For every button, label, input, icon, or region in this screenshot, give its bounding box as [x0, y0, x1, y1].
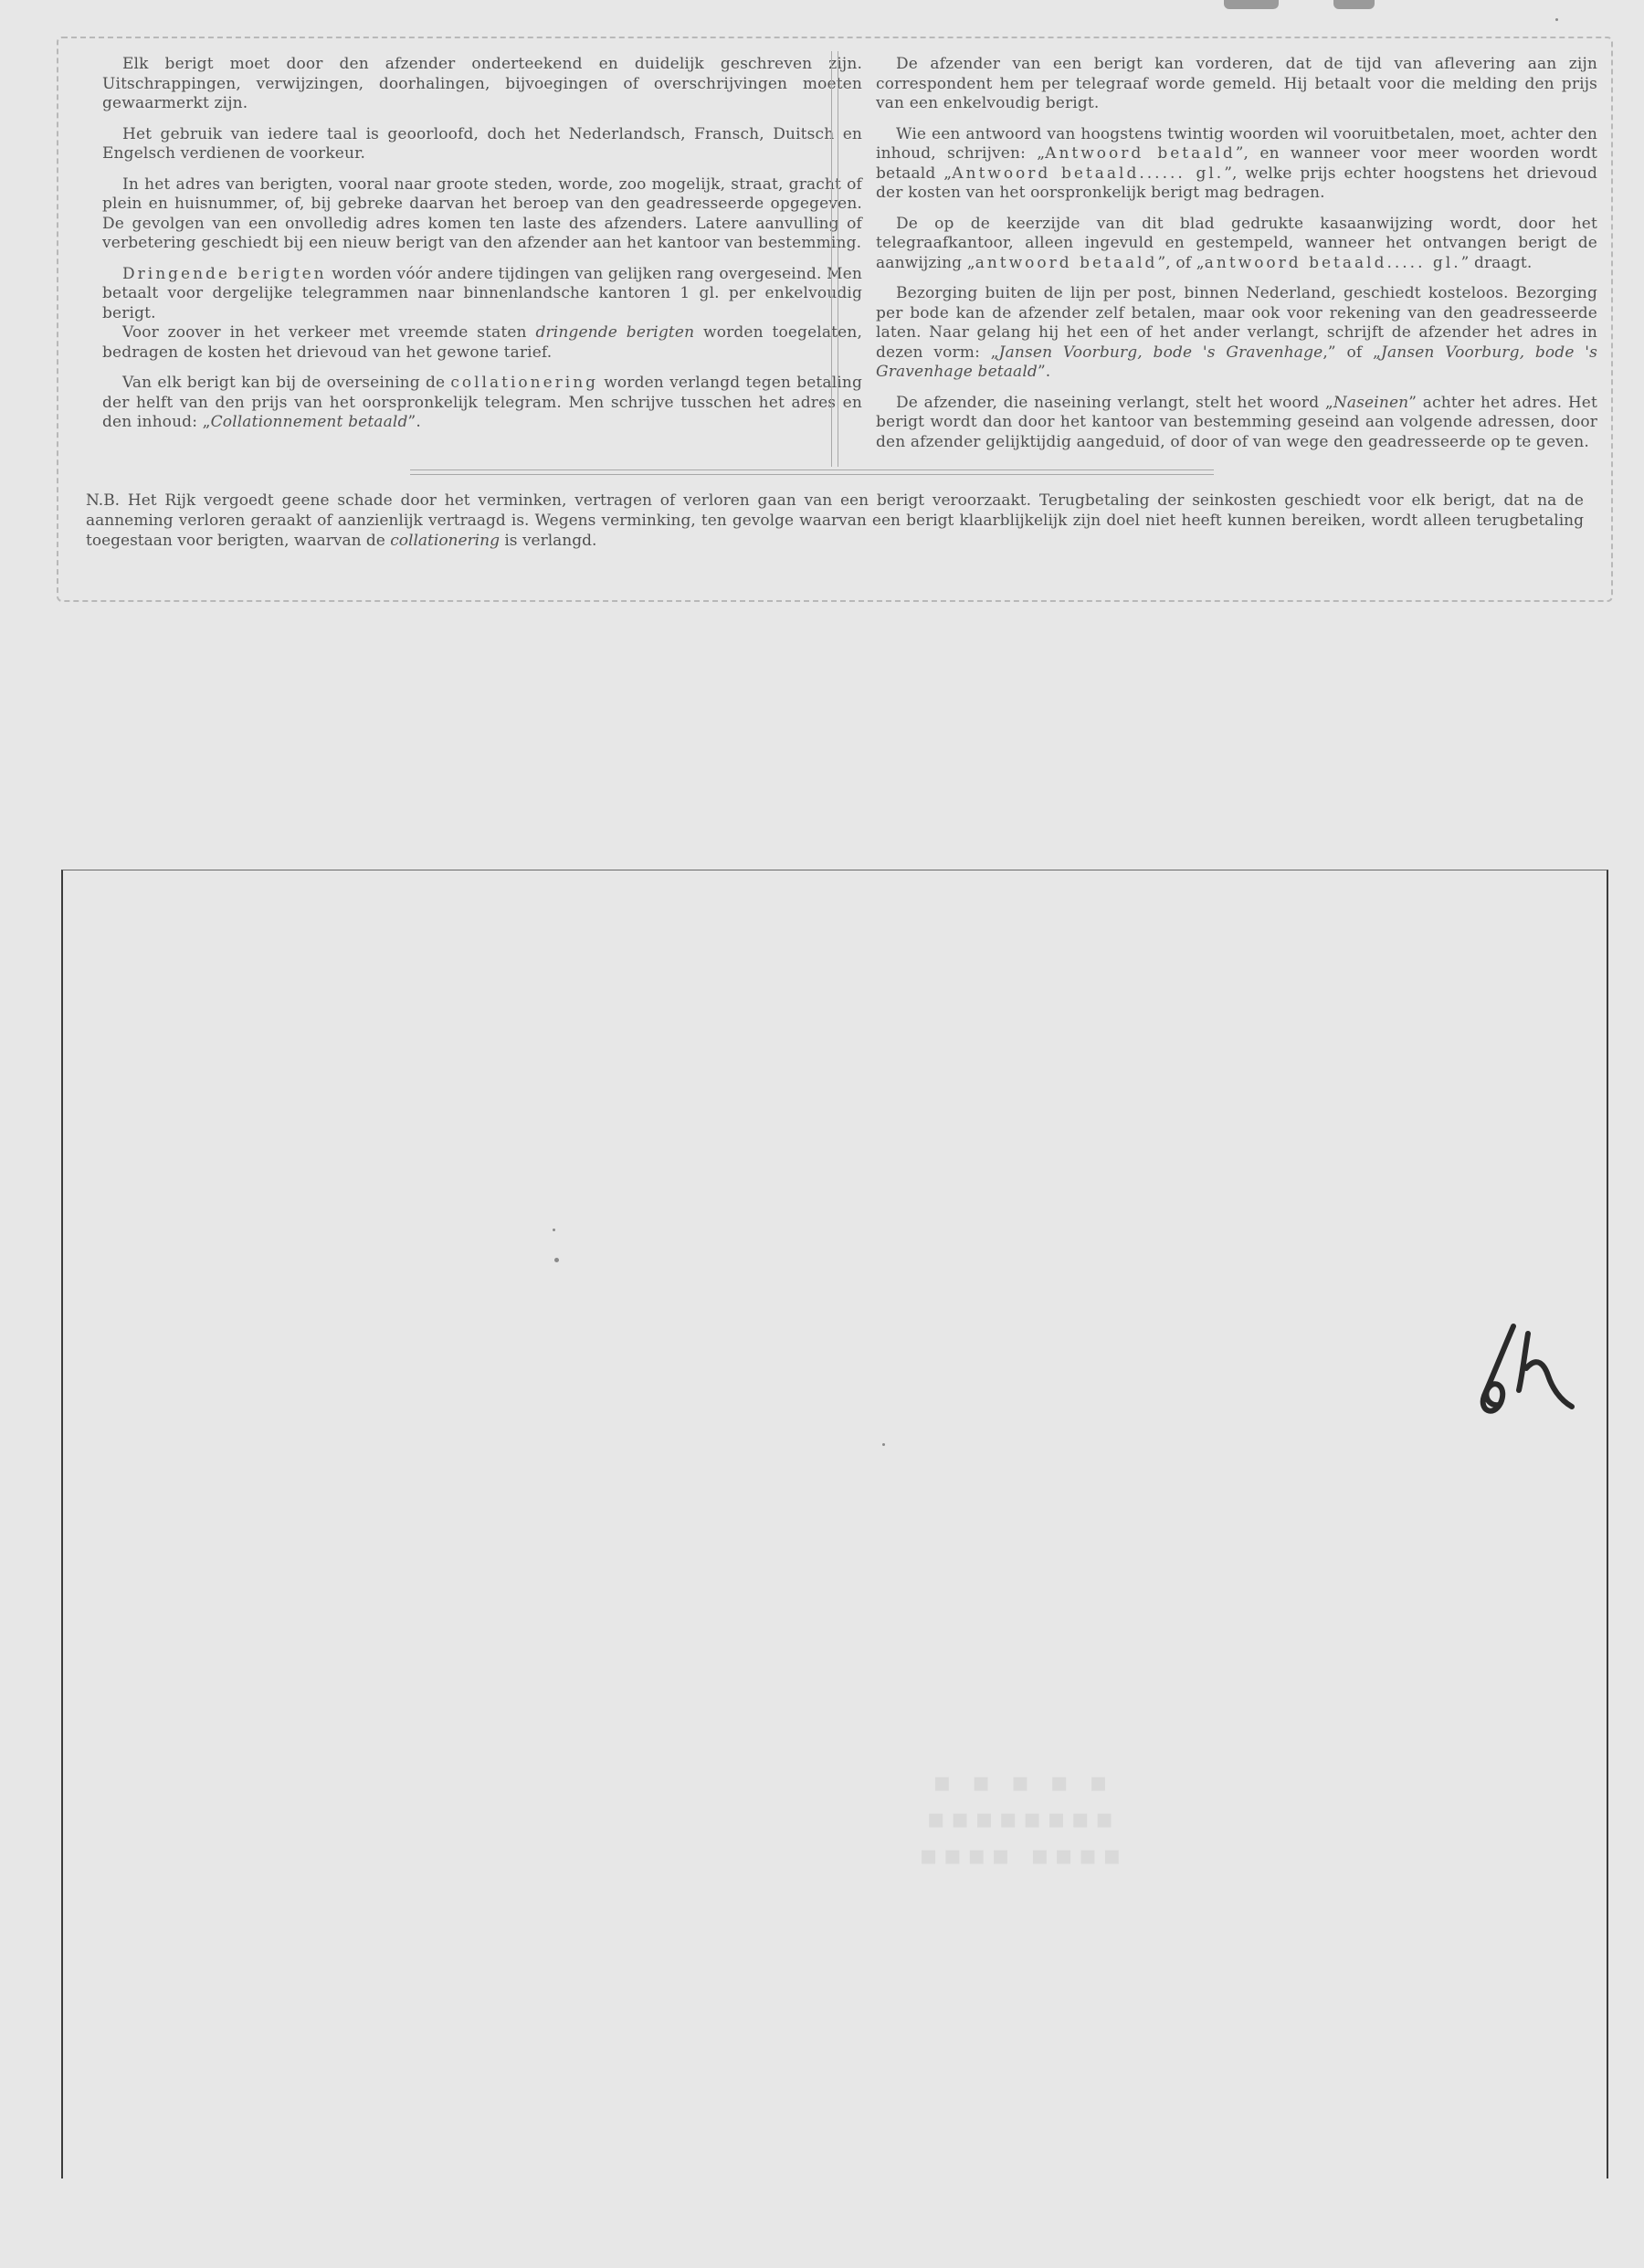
foreign-text-pre: Voor zoover in het verkeer met vreemde staten	[122, 323, 536, 342]
text-run: De afzender, die naseining verlangt, stelt het woord „	[896, 393, 1333, 412]
foreign-urgent-paragraph	[102, 323, 862, 363]
column-divider	[831, 51, 838, 467]
text-run: Bezorging buiten de lijn per post, binnen Nederland, geschiedt kosteloos. Bezorging per bode kan de afzender zelf betalen, maar ook voor rekening van den geadresseerde laten. Naar gelang hij het een of het ander verlangt, schrijft de afzender het adres in dezen vorm: „	[876, 284, 1597, 362]
foreign-text-post: worden toegelaten, bedragen de kosten het drievoud van het gewone tarief.	[102, 323, 863, 362]
handwritten-initials	[1457, 1315, 1585, 1443]
stamp-line: ▪ ▪ ▪ ▪ ▪	[933, 1767, 1113, 1799]
collation-text-pre: Van elk berigt kan bij de overseining de	[122, 374, 451, 392]
address-example-paid: Jansen Voorburg, bode 's Gravenhage betaald	[876, 343, 1597, 381]
text-run: ,” of „	[1323, 343, 1381, 362]
stamp-line: ▪▪▪▪▪▪▪▪	[926, 1803, 1120, 1835]
notice-box	[57, 37, 1613, 602]
scan-speck	[882, 1443, 885, 1446]
scan-edge-mark	[1224, 0, 1279, 9]
nb-collation-term: collationering	[390, 532, 500, 550]
text-run: Wie een antwoord van hoogstens twintig woorden wil vooruitbetalen, moet, achter den inhoud, schrijven: „	[876, 124, 1597, 163]
notice-paragraph: In het adres van berigten, vooral naar groote steden, worde, zoo mogelijk, straat, gracht of plein en huisnummer, of, bij gebreke daarvan het beroep van den geadresseerde opgegeven. De gevolgen van een onvolledig adres komen ten laste des afzenders. Latere aanvulling of verbetering geschiedt bij een nieuw berigt van den afzender aan het kantoor van bestemming.	[102, 174, 862, 252]
urgent-term: Dringende berigten	[122, 264, 327, 283]
text-run: ”, of „	[1157, 253, 1205, 272]
notice-left-column	[102, 55, 862, 444]
address-example: Jansen Voorburg, bode 's Gravenhage	[998, 343, 1323, 362]
reply-paid-term: antwoord betaald	[975, 253, 1158, 272]
cash-voucher-paragraph	[876, 215, 1597, 274]
text-run: ” draagt.	[1460, 253, 1533, 272]
scan-speck	[1555, 18, 1558, 21]
section-divider	[410, 469, 1214, 475]
forwarding-paragraph	[876, 394, 1597, 453]
text-run: ”, en wanneer voor meer woorden wordt betaald „	[876, 144, 1597, 183]
notice-paragraph: Het gebruik van iedere taal is geoorloofd, doch het Nederlandsch, Fransch, Duitsch en Engelsch verdienen de voorkeur.	[102, 124, 862, 163]
text-run: De op de keerzijde van dit blad gedrukte kasaanwijzing wordt, door het telegraafkantoor, alleen ingevuld en gestempeld, wanneer het ontvangen berigt de aanwijzing „	[876, 214, 1597, 272]
nb-text: N.B. Het Rijk vergoedt geene schade door het verminken, vertragen of verloren gaan van een berigt veroorzaakt. Terugbetaling der seinkosten geschiedt voor elk berigt, dat na de aanneming verloren geraakt of aanzienlijk vertraagd is. Wegens verminking, ten gevolge waarvan een berigt klaarblijkelijk zijn doel niet heeft kunnen bereiken, wordt alleen terugbetaling toegestaan voor berigten, waarvan de	[86, 491, 1584, 550]
collation-text-post: ”.	[407, 413, 421, 431]
text-run: ”, welke prijs echter hoogstens het drievoud der kosten van het oorspronkelijk berigt mag bedragen.	[876, 164, 1597, 202]
urgent-text: worden vóór andere tijdingen van gelijken rang overgeseind. Men betaalt voor dergelijke telegrammen naar binnenlandsche kantoren 1 gl. per enkelvoudig berigt.	[102, 264, 862, 322]
message-frame	[61, 870, 1608, 2178]
notice-right-column	[876, 55, 1597, 463]
collation-text-mid: worden verlangd tegen betaling der helft van den prijs van het oorspronkelijk telegram. Men schrijve tusschen het adres en den inhoud: „	[102, 374, 863, 431]
scan-speck	[553, 1229, 555, 1231]
notice-paragraph: Elk berigt moet door den afzender onderteekend en duidelijk geschreven zijn. Uitschrappingen, verwijzingen, doorhalingen, bijvoegingen of overschrijvingen moeten gewaarmerkt zijn.	[102, 55, 862, 112]
stamp-line: ▪▪▪▪ ▪▪▪▪	[919, 1840, 1127, 1872]
reply-paid-term: Antwoord betaald	[1045, 144, 1236, 163]
reply-paid-amount-term: Antwoord betaald...... gl.	[952, 164, 1225, 183]
forwarding-term: Naseinen	[1333, 393, 1409, 412]
text-run: ” achter het adres. Het berigt wordt dan door het kantoor van bestemming geseind aan volgende adressen, door den afzender gelijktijdig aangeduid, of door of van wege den geadresseerde op te geven.	[876, 393, 1597, 451]
scan-speck	[554, 1258, 559, 1262]
reply-paid-amount-term: antwoord betaald..... gl.	[1204, 253, 1461, 272]
notice-paragraph: De afzender van een berigt kan vorderen, dat de tijd van aflevering aan zijn correspondent hem per telegraaf worde gemeld. Hij betaalt voor die melding den prijs van een enkelvoudig berigt.	[876, 55, 1597, 112]
reply-paid-paragraph	[876, 125, 1597, 204]
foreign-urgent-term: dringende berigten	[535, 323, 695, 342]
faded-stamp	[849, 1765, 1196, 1874]
scan-edge-mark	[1333, 0, 1375, 9]
nb-paragraph	[86, 491, 1584, 551]
collation-paragraph	[102, 374, 862, 433]
text-run: ”.	[1037, 363, 1051, 381]
delivery-paragraph	[876, 284, 1597, 383]
nb-text-end: is verlangd.	[499, 532, 597, 550]
collation-term: collationering	[450, 374, 599, 392]
urgent-paragraph	[102, 265, 862, 324]
collation-quote: Collationnement betaald	[210, 413, 408, 431]
